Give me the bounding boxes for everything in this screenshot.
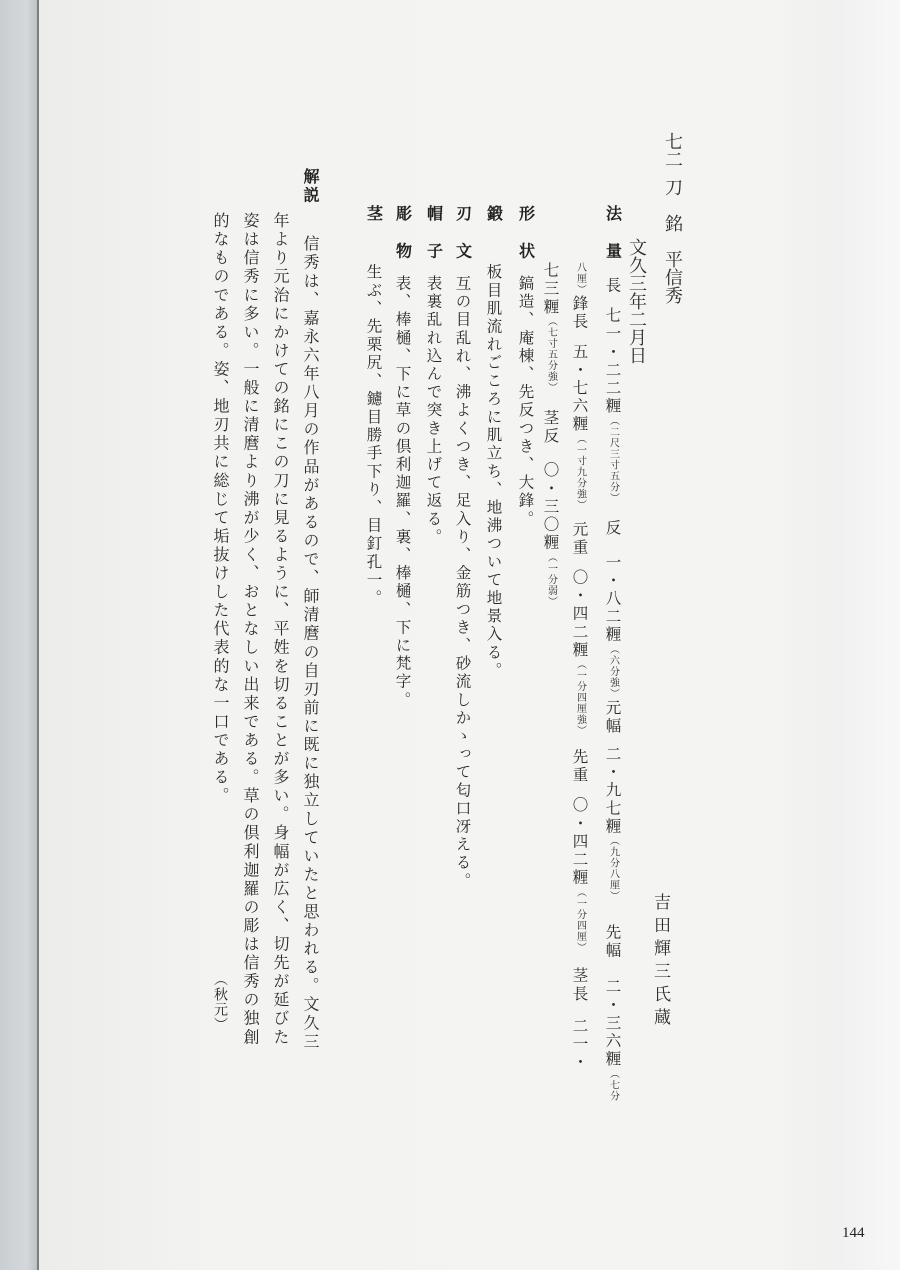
nakago-text: 生ぶ、先栗尻、鑢目勝手下り、目釘孔一。 [364, 263, 383, 608]
tip-thickness-label: 先重 [570, 748, 589, 785]
base-width-shaku: （九分八厘） [607, 835, 619, 902]
tang-curvature-value: 〇・三〇糎 [541, 461, 560, 553]
shape-label: 形 状 [516, 205, 536, 261]
entry-number: 七二 [662, 132, 683, 168]
point-length-value: 五・七六糎 [570, 343, 589, 434]
horimono-text: 表、棒樋、下に草の倶利迦羅、裏、棒樋、下に梵字。 [393, 274, 412, 710]
measurements-label: 法 量 [603, 205, 623, 261]
commentary-line-3: 姿は信秀に多い。一般に清麿より沸が少く、おとなしい出来である。草の倶利迦羅の彫は信秀の独創 [241, 212, 260, 1047]
base-thickness-label: 元重 [570, 520, 589, 557]
measurements-line-3 [542, 262, 558, 607]
nakago-label: 茎 [364, 205, 384, 224]
commentary-line-2: 年より元治にかけての銘にこの刀に見るように、平姓を切ることが多い。身幅が広く、切先が延びた [271, 212, 290, 1047]
curvature-value: 一・八二糎 [603, 553, 622, 645]
section-boushi [425, 205, 442, 546]
book-spine-shadow [0, 0, 38, 1270]
base-thickness-value: 〇・四二糎 [570, 568, 589, 660]
tip-thickness-shaku: （一分四厘） [574, 887, 586, 954]
section-shape [517, 205, 534, 528]
commentary-line-4: 的なものである。姿、地刃共に総じて垢抜けした代表的な一口である。 [211, 212, 230, 806]
tip-width-shaku-end: 八厘） [574, 262, 586, 295]
tang-curvature-label: 茎反 [541, 409, 560, 446]
section-hamon [454, 205, 471, 890]
tip-width-label: 先幅 [603, 923, 622, 961]
boushi-text: 表裏乱れ込んで突き上げて返る。 [424, 274, 443, 547]
forging-text: 板目肌流れごころに肌立ち、地沸ついて地景入る。 [484, 263, 503, 680]
inscription-back: 文久三年二月日 [626, 238, 647, 364]
hamon-label: 刃 文 [453, 205, 473, 261]
commentary-line-1 [302, 168, 318, 1051]
length-value: 七一・二二糎 [603, 306, 622, 416]
tang-length-end: 七三糎 [541, 262, 560, 317]
owner: 吉田輝三氏蔵 [650, 893, 670, 1031]
commentary-label: 解説 [301, 168, 320, 206]
base-thickness-shaku: （一分四厘強） [574, 659, 586, 737]
tang-length-label: 茎長 [570, 967, 589, 1004]
tip-thickness-value: 〇・四二糎 [570, 796, 589, 888]
commentary-text-line: 信秀は、嘉永六年八月の作品があるので、師清麿の自刃前に既に独立していたと思われる。文久三 [301, 235, 320, 1052]
entry-title [663, 132, 681, 304]
section-nakago [365, 205, 382, 608]
hamon-text: 互の目乱れ、沸よくつき、足入り、金筋つき、砂流しかゝって匂口冴える。 [453, 274, 472, 891]
measurements-line-2 [571, 262, 587, 1072]
shape-text: 鎬造、庵棟、先反つき、大鋒。 [516, 274, 535, 529]
forging-label: 鍛 [484, 205, 504, 224]
inscription-label: 銘 [662, 214, 683, 232]
tang-curvature-shaku: （一分弱） [545, 552, 557, 608]
tang-length-start: 二一・ [570, 1017, 589, 1072]
tang-length-shaku: （七寸五分強） [545, 316, 557, 394]
curvature-shaku: （六分強） [607, 644, 619, 700]
length-shaku: （二尺三寸五分） [607, 415, 619, 504]
commentary-author: （秋元） [212, 972, 228, 1032]
length-label: 長 [603, 276, 622, 295]
page-number: 144 [842, 1225, 865, 1241]
point-length-shaku: （一寸九分強） [574, 433, 586, 511]
base-width-value: 二・九七糎 [603, 745, 622, 836]
horimono-label: 彫 物 [393, 205, 413, 261]
entry-type: 刀 [662, 178, 683, 196]
boushi-label: 帽 子 [424, 205, 444, 261]
section-horimono [394, 205, 411, 709]
tip-width-shaku-start: （七分 [607, 1068, 619, 1102]
curvature-label: 反 [603, 519, 622, 538]
base-width-label: 元幅 [603, 699, 622, 736]
inscription-front: 平信秀 [662, 250, 683, 304]
point-length-label: 鋒長 [570, 295, 589, 332]
measurements-line-1 [604, 205, 621, 1102]
tip-width-value: 二・三六糎 [603, 978, 622, 1069]
section-forging [485, 205, 502, 680]
